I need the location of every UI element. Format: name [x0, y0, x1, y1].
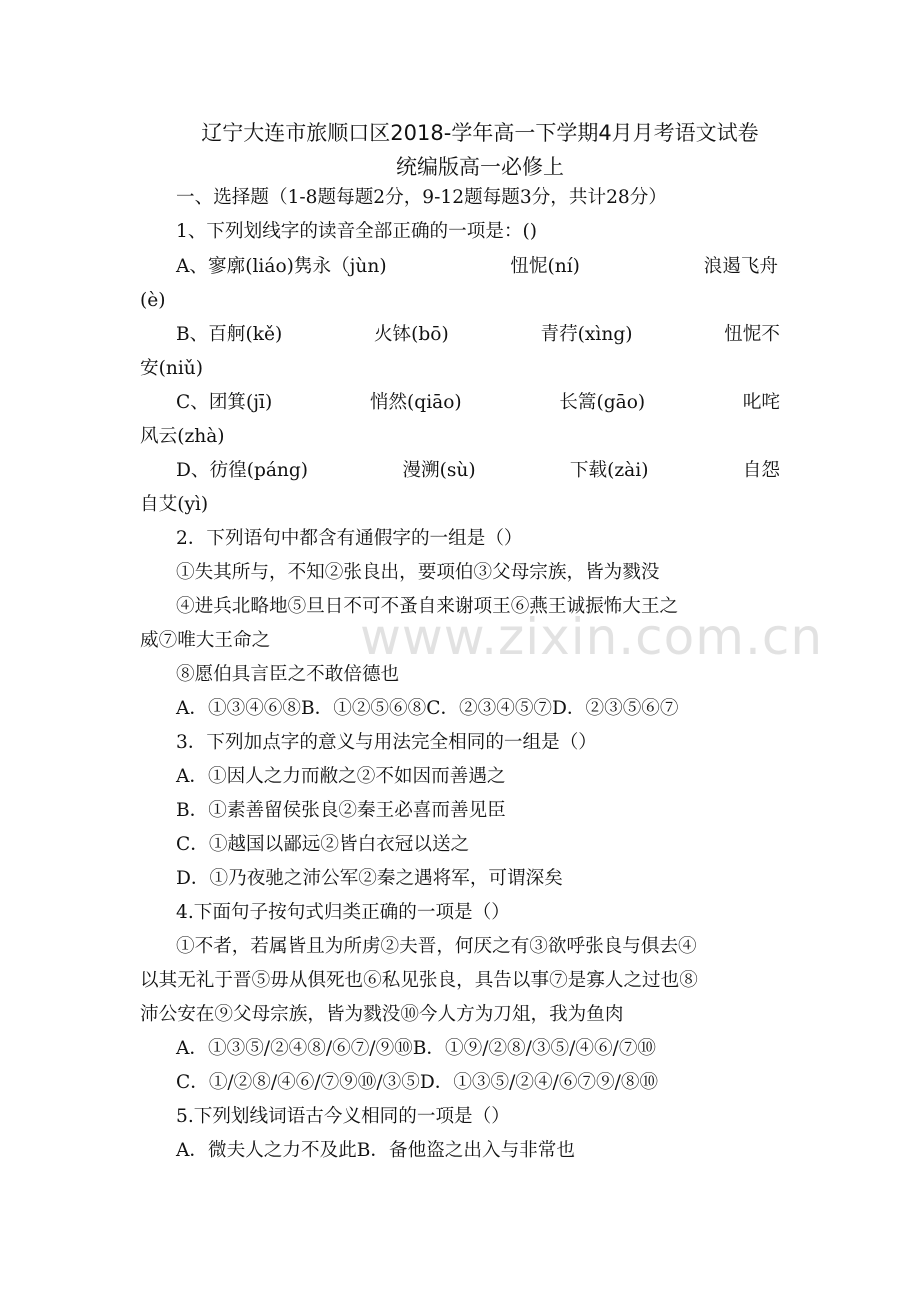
option-d-part-1: D、彷徨(páng) [176, 460, 309, 481]
option-c-part-4: 叱咤 [742, 392, 780, 413]
question-4-line-3: 沛公安在⑨父母宗族，皆为戮没⑩今人方为刀俎，我为鱼肉 [140, 1004, 624, 1025]
option-c-part-1: C、团箕(jī) [176, 392, 273, 413]
option-c-part-3: 长篙(gāo) [559, 392, 646, 413]
question-1-option-c-cont: 风云(zhà) [140, 426, 225, 447]
option-a-part-3: 浪遏飞舟 [703, 256, 778, 277]
question-4-line-2: 以其无礼于晋⑤毋从俱死也⑥私见张良，具告以事⑦是寡人之过也⑧ [140, 970, 698, 991]
document-subtitle: 统编版高一必修上 [396, 155, 564, 179]
question-1-option-b-cont: 安(niǔ) [140, 358, 203, 379]
option-a-part-2: 忸怩(ní) [510, 256, 580, 277]
option-b-part-2: 火钵(bō) [373, 324, 449, 345]
question-2-stem: 2．下列语句中都含有通假字的一组是（） [176, 528, 523, 549]
question-3-option-d: D．①乃夜驰之沛公军②秦之遇将军，可谓深矣 [176, 868, 563, 889]
document-title: 辽宁大连市旅顺口区2018-学年高一下学期4月月考语文试卷 [201, 121, 759, 145]
question-3-option-b: B．①素善留侯张良②秦王必喜而善见臣 [176, 800, 506, 821]
question-3-stem: 3．下列加点字的意义与用法完全相同的一组是（） [176, 732, 597, 753]
question-5-options-ab: A．微夫人之力不及此B．备他盗之出入与非常也 [176, 1140, 575, 1161]
option-a-part-1: A、寥廓(liáo)隽永（jùn) [176, 256, 387, 277]
option-d-part-2: 漫溯(sù) [402, 460, 476, 481]
question-1-option-b [176, 320, 780, 350]
question-3-option-c: C．①越国以鄙远②皆白衣冠以送之 [176, 834, 470, 855]
section-heading: 一、选择题（1-8题每题2分，9-12题每题3分，共计28分） [176, 187, 667, 208]
watermark: www.zixin.com.cn [360, 608, 824, 666]
question-1-option-d [176, 456, 780, 486]
option-b-part-1: B、百舸(kě) [176, 324, 283, 345]
question-1-option-a [176, 252, 778, 282]
question-2-line-3: ⑧愿伯具言臣之不敢倍德也 [176, 664, 400, 685]
option-c-part-2: 悄然(qiāo) [369, 392, 462, 413]
question-1-option-a-cont: (è) [140, 290, 166, 311]
question-4-options-cd: C．①/②⑧/④⑥/⑦⑨⑩/③⑤D．①③⑤/②④/⑥⑦⑨/⑧⑩ [176, 1072, 659, 1093]
option-d-part-3: 下载(zài) [569, 460, 649, 481]
option-b-part-3: 青荇(xìng) [540, 324, 633, 345]
question-2-line-1: ①失其所与，不知②张良出，要项伯③父母宗族，皆为戮没 [176, 562, 660, 583]
question-4-stem: 4.下面句子按句式归类正确的一项是（） [176, 902, 510, 923]
question-4-options-ab: A．①③⑤/②④⑧/⑥⑦/⑨⑩B．①⑨/②⑧/③⑤/④⑥/⑦⑩ [176, 1038, 657, 1059]
question-2-options: A．①③④⑥⑧B．①②⑤⑥⑧C．②③④⑤⑦D．②③⑤⑥⑦ [176, 698, 679, 719]
question-3-option-a: A．①因人之力而敝之②不如因而善遇之 [176, 766, 506, 787]
question-1-stem: 1、下列划线字的读音全部正确的一项是：() [176, 221, 538, 242]
question-5-stem: 5.下列划线词语古今义相同的一项是（） [176, 1106, 510, 1127]
question-1-option-d-cont: 自艾(yì) [140, 494, 209, 515]
question-2-line-2: ④进兵北略地⑤旦日不可不蚤自来谢项王⑥燕王诚振怖大王之 [176, 596, 679, 617]
question-4-line-1: ①不者，若属皆且为所虏②夫晋，何厌之有③欲呼张良与俱去④ [176, 936, 697, 957]
option-b-part-4: 忸怩不 [724, 324, 780, 345]
question-2-line-2-cont: 威⑦唯大王命之 [140, 630, 271, 651]
question-1-option-c [176, 388, 780, 418]
option-d-part-4: 自怨 [742, 460, 780, 481]
